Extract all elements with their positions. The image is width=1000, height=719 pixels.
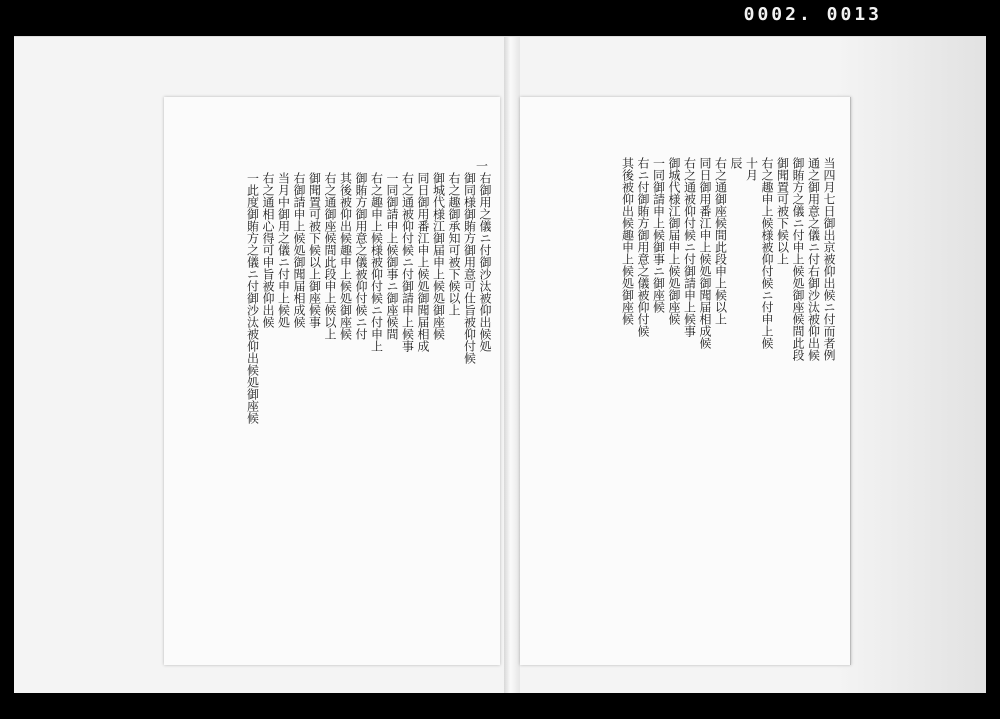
left-page-text-line: 一同御請申上候御事ニ御座候間 (385, 172, 399, 340)
board-shadow (836, 37, 986, 693)
right-page-text-line: 御賄方之儀ニ付申上候処御座候間此段 (791, 157, 805, 361)
right-page-text-line: 右之通被仰付候ニ付御請申上候事 (682, 157, 697, 337)
left-page-text-line: 右之趣申上候様被仰付候ニ付申上 (369, 172, 384, 352)
board-fold (504, 37, 520, 693)
handwritten-text-left (172, 172, 492, 642)
left-page-text-line: 一此度御賄方之儀ニ付御沙汰被仰出候処御座候 (245, 172, 260, 424)
right-page-text-line: 辰 (729, 157, 743, 169)
manuscript-page-right (520, 97, 851, 665)
right-page-text-line: 右之通御座候間此段申上候以上 (713, 157, 728, 325)
left-page-text-line: 右之通相心得可申旨被仰出候 (261, 172, 275, 328)
left-page-text-line: 当月中御用之儀ニ付申上候処 (276, 172, 291, 328)
left-page-text-line: 右之通御座候間此段申上候以上 (323, 172, 337, 340)
manuscript-page-left (164, 97, 500, 665)
right-page-text-line: 其後被仰出候趣申上候処御座候 (620, 157, 635, 325)
right-page-text-line: 御聞置可被下候以上 (775, 157, 790, 265)
handwritten-text-right (526, 157, 836, 627)
left-page-text-line: 御城代様江御届申上候処御座候 (431, 172, 446, 340)
right-page-text-line: 一同御請申上候御事ニ御座候 (651, 157, 666, 313)
left-page-text-line: 同日御用番江申上候処御聞届相成 (416, 172, 430, 352)
right-page-text-line: 当四月七日御出京被仰出候ニ付而者例 (822, 157, 836, 361)
right-page-text-line: 右ニ付御賄方御用意之儀被仰付候 (636, 157, 650, 337)
right-page-text-line: 十月 (744, 157, 759, 181)
right-page-text-line: 同日御用番江申上候処御聞届相成候 (698, 157, 712, 349)
right-page-text-line: 右之趣申上候様被仰付候ニ付申上候 (760, 157, 774, 349)
mounting-board (14, 36, 986, 693)
left-page-text-line: 右御請申上候処御聞届相成候 (292, 172, 306, 328)
right-page-text-line: 通之御用意之儀ニ付右御沙汰被仰出候 (806, 157, 821, 361)
left-page-text-line: 御聞置可被下候以上御座候事 (307, 172, 322, 328)
left-page-text-line: 右之趣御承知可被下候以上 (447, 172, 461, 316)
left-page-text-line: 右御用之儀ニ付御沙汰被仰出候処 (478, 172, 492, 352)
left-page-text-line: 御賄方御用意之儀被仰付候ニ付 (354, 172, 368, 340)
right-page-text-line: 御城代様江御届申上候処御座候 (667, 157, 681, 325)
left-page-text-line: 御同様御賄方御用意可仕旨被仰付候 (462, 172, 477, 364)
left-page-text-line: 其後被仰出候趣申上候処御座候 (338, 172, 353, 340)
film-frame-number: 0002. 0013 (743, 4, 882, 25)
bullet-mark: 一 (475, 159, 488, 173)
left-page-text-line: 右之通被仰付候ニ付御請申上候事 (400, 172, 415, 352)
